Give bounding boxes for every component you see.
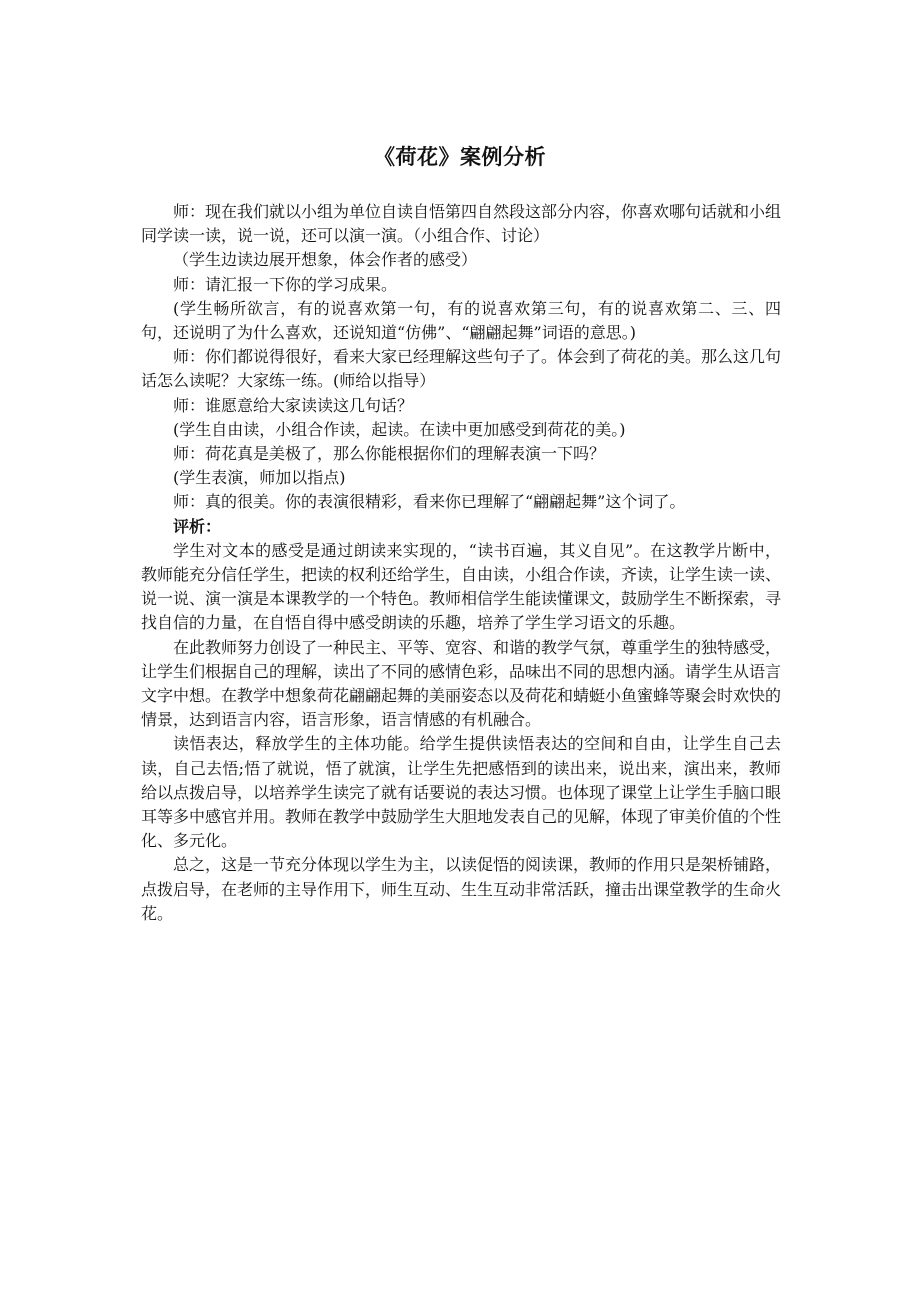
- paragraph: （学生边读边展开想象，体会作者的感受）: [173, 250, 478, 270]
- paragraph: 在此教师努力创设了一种民主、平等、宽容、和谐的教学气氛，尊重学生的独特感受，让学生们根据自己的理解，读出了不同的感情色彩，品味出不同的思想内涵。请学生从语言文字中想。在教学中想象荷花翩翩起舞的美丽姿态以及荷花和蜻蜓小鱼蜜蜂等聚会时欢快的情景，达到语言内容，语言形象，语言情感的有机融合。: [141, 637, 782, 730]
- paragraph: (学生畅所欲言，有的说喜欢第一句，有的说喜欢第三句，有的说喜欢第二、三、四句，还说明了为什么喜欢，还说知道“仿佛”、“翩翩起舞”词语的意思。): [141, 298, 781, 343]
- analysis-heading: 评析：: [173, 516, 222, 536]
- paragraph: 师：现在我们就以小组为单位自读自悟第四自然段这部分内容，你喜欢哪句话就和小组同学读一读，说一说，还可以演一演。（小组合作、讨论）: [141, 202, 782, 246]
- paragraph: 师：谁愿意给大家读读这几句话？: [173, 395, 414, 415]
- paragraph: 师：荷花真是美极了，那么你能根据你们的理解表演一下吗？: [173, 444, 606, 464]
- paragraph: 学生对文本的感受是通过朗读来实现的，“读书百遍，其义自见”。在这教学片断中，教师能充分信任学生，把读的权利还给学生，自由读，小组合作读，齐读，让学生读一读、说一说、演一演是本课教学的一个特色。教师相信学生能读懂课文，鼓励学生不断探索，寻找自信的力量，在自悟自得中感受朗读的乐趣，培养了学生学习语文的乐趣。: [141, 540, 782, 633]
- document-body: [141, 200, 781, 926]
- document-title: 《荷花》案例分析: [374, 144, 546, 169]
- paragraph: (学生表演，师加以指点): [173, 468, 346, 488]
- paragraph: 总之，这是一节充分体现以学生为主，以读促悟的阅读课，教师的作用只是架桥铺路，点拨启导，在老师的主导作用下，师生互动、生生互动非常活跃，撞击出课堂教学的生命火花。: [141, 855, 782, 923]
- paragraph: 师：请汇报一下你的学习成果。: [173, 274, 398, 294]
- paragraph: 读悟表达，释放学生的主体功能。给学生提供读悟表达的空间和自由，让学生自己去读，自己去悟;悟了就说，悟了就演，让学生先把感悟到的读出来，说出来，演出来，教师给以点拨启导，以培养学生读完了就有话要说的表达习惯。也体现了课堂上让学生手脑口眼耳等多中感官并用。教师在教学中鼓励学生大胆地发表自己的见解，体现了审美价值的个性化、多元化。: [141, 734, 782, 851]
- paragraph: (学生自由读，小组合作读，起读。在读中更加感受到荷花的美。): [173, 419, 626, 439]
- paragraph: 师：真的很美。你的表演很精彩，看来你已理解了“翩翩起舞”这个词了。: [173, 492, 686, 512]
- paragraph: 师：你们都说得很好，看来大家已经理解这些句子了。体会到了荷花的美。那么这几句话怎么读呢？大家练一练。(师给以指导）: [141, 347, 782, 391]
